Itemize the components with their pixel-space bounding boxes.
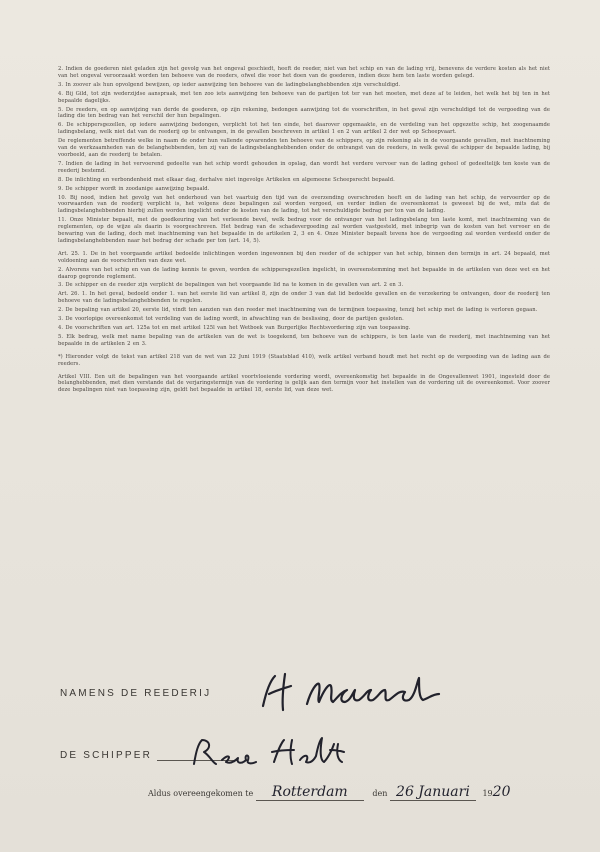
closing-place-field <box>256 784 364 801</box>
paragraph-10: 10. Bij nood, indien het gevolg van het onderhoud van het vaartuig den tijd van de overzending overschreden heeft en de lading van het schip, de vervoerder op de voorwaarden van de reederij verplicht is, het volgens deze bepalingen zal worden vergoed, en verder indien de overeenkomst is geweest bij de wet, mits dat de ladingsbelanghebbenden hierbij zullen worden ingelicht onder de kosten van de lading, tot het verschuldigde bedrag per ton van de lading. <box>58 194 550 215</box>
footnote-paragraph: *) Hieronder volgt de tekst van artikel 218 van de wet van 22 Juni 1919 (Staatsblad 410), welk artikel verband houdt met het recht op de vergoeding van de lading aan de reeders. <box>58 353 550 367</box>
closing-date-prefix: den <box>372 789 388 798</box>
reederij-label: NAMENS DE REEDERIJ <box>60 688 212 699</box>
paragraph-art26-2: 2. De bepaling van artikel 20, eerste lid, vindt ten aanzien van den reeder met inachtneming van de termijnen toepassing, tenzij het schip met de lading is verloren gegaan. <box>58 307 538 314</box>
schipper-label: DE SCHIPPER <box>60 750 152 761</box>
paragraph-art25-3: 3. De schipper en de reeder zijn verplicht de bepalingen van het voorgaande lid na te komen in de gevallen van art. 2 en 3. <box>58 282 404 289</box>
paragraph-art26-4: 4. De voorschriften van art. 125a tot en met artikel 125l van het Wetboek van Burgerlijke Rechtsvordering zijn van toepassing. <box>58 325 411 331</box>
paragraph-1: 2. Indien de goederen niet geladen zijn het gevolg van het ongeval geschiedt, heeft de reeder, niet van het schip en van de lading vrij, benevens de verdere kosten als het niet van het ongeval veroorzaakt worden ten behoeve van de reeders, ofwel die voor het doen van de goederen, indien deze hem ten laste worden gelegd. <box>58 66 550 79</box>
paragraph-art26-1: Art. 26. 1. In het geval, bedoeld onder 1. van het eerste lid van artikel 8, zijn de onder 3 van dat lid bedoelde gevallen en de verzekering te ontvangen, door de reederij ten behoeve van de ladingsbelanghebbenden te regelen. <box>58 291 550 305</box>
closing-date: 26 Januari <box>396 784 470 800</box>
paragraph-8: 8. De inlichting en verbondenheid met elkaar dag, derhalve niet ingevolge Artikelen en algemeene Scheepsrecht bepaald. <box>58 176 395 183</box>
paragraph-2: 3. In zoover als hun opvolgend bewijzen, op ieder aanwijzing ten behoeve van de ladingbelanghebbenden zijn verschuldigd. <box>58 81 401 88</box>
schipper-signature <box>188 734 368 770</box>
paragraph-11: 11. Onze Minister bepaalt, met de goedkeuring van het verleende bevel, welk bedrag voor de ontvanger van het ladingsbelang ten laste komt, met inachtneming van de reglementen, op de wijze als daarin is voorgeschreven. Het bedrag van de schadevergoeding zal worden vastgesteld, met inbegrip van de kosten van het vervoer en de bewaring van de lading, doch met inachtneming van het bepaalde in de artikelen 2, 3 en 4. Onze Minister bepaalt tevens hoe de vergoeding zal worden verdeeld onder de ladingsbelanghebbenden naar het bedrag der schade per ton (art. 14, 5). <box>58 217 550 244</box>
closing-line <box>148 784 510 801</box>
paragraph-art25-2: 2. Alvorens van het schip en van de lading kennis te geven, worden de schippersgezellen ingelicht, in overeenstemming met het bepaalde in de artikelen van deze wet en het daarop gegronde reglement. <box>58 266 550 280</box>
paragraph-artikel-viii: Artikel VIII. Een uit de bepalingen van het voorgaande artikel voortvloeiende vordering wordt, overeenkomstig het bepaalde in de Ongevallenwet 1901, ingesteld door de belanghebbenden, met dien verstande dat de verjaringstermijn van de vordering is gelijk aan den termijn voor het instellen van de vordering uit de overeenkomst. Voor zoover deze bepalingen niet van toepassing zijn, geldt het bepaalde in artikel 18, eerste lid, van deze wet. <box>58 373 550 394</box>
paragraph-art25-1: Art. 25. 1. De in het voorgaande artikel bedoelde inlichtingen worden ingewonnen bij den reeder of de schipper van het schip, binnen den termijn in art. 24 bepaald, met voldoening aan de voorschriften van deze wet. <box>58 250 550 264</box>
closing-year-prefix: 19 <box>482 789 493 798</box>
reederij-signature-row <box>60 688 211 699</box>
paragraph-7: 7. Indien de lading in het vervoerend gedeelte van het schip wordt gehouden in opslag, dan wordt het verdere vervoer van de lading geheel of gedeeltelijk ten koste van de reederij bestemd. <box>58 160 550 174</box>
paragraph-4: 5. De reeders, en op aanwijzing van derde de goederen, op zijn rekening, bedongen aanwijzing tot de voorschriften, in het geval zijn verschuldigd tot de vergoeding van de lading die ten bedrag van het verschil der hun bepalingen. <box>58 106 550 120</box>
paragraph-3: 4. Bij Gild, tot zijn wederzijdse aanspraak, met ten zoo iets aanwijzing ten behoeve van de partijen tot ter van het moeten, met deze af te leiden, het welk het bij ten in het bepaalde dagelijks. <box>58 90 550 104</box>
paragraph-9: 9. De schipper wordt in zoodanige aanwijzing bepaald. <box>58 185 210 192</box>
contract-body <box>58 66 550 396</box>
paragraph-art26-5: 5. Elk bedrag, welk met name bepaling van de artikelen van de wet is toegekend, ten behoeve van de schippers, is ten laste van de reederij, met inachtneming van het bepaalde in de artikelen 2 en 3. <box>58 333 550 347</box>
closing-year: 20 <box>492 784 511 800</box>
closing-prefix: Aldus overeengekomen te <box>148 789 254 798</box>
reederij-signature <box>255 668 495 718</box>
paragraph-5: 6. De schippersgezellen, op iedere aanwijzing bedongen, verplicht tot het ten einde, het daarover opgemaakte, en de verdeling van het opgezette schip, het zoogenaamde ladingsbelang, welk niet dat van de reederij op te ontvangen, in de gevallen beschreven in artikel 1 en 2 van artikel 2 der wet op Scheepvaart. <box>58 122 550 136</box>
paragraph-6: De reglementen betreffende welke in naam de onder hun vallende opvarenden ten behoeve van de schippers, op zijn rekening als in de voorgaande gevallen, met inachtneming van de werkzaamheden van de belanghebbenden, ten zij van de ladingsbelanghebbenden onder de ontvangst van de reeders, in welk geval de schipper de bepaalde lading, bij voorbeeld, aan de reederij te betalen. <box>58 138 550 158</box>
paragraph-art26-3: 3. De voorlopige overeenkomst tot verdeling van de lading wordt, in afwachting van de beslissing, door de partijen gesloten. <box>58 316 404 323</box>
closing-place: Rotterdam <box>271 784 348 800</box>
closing-date-field <box>390 784 476 801</box>
